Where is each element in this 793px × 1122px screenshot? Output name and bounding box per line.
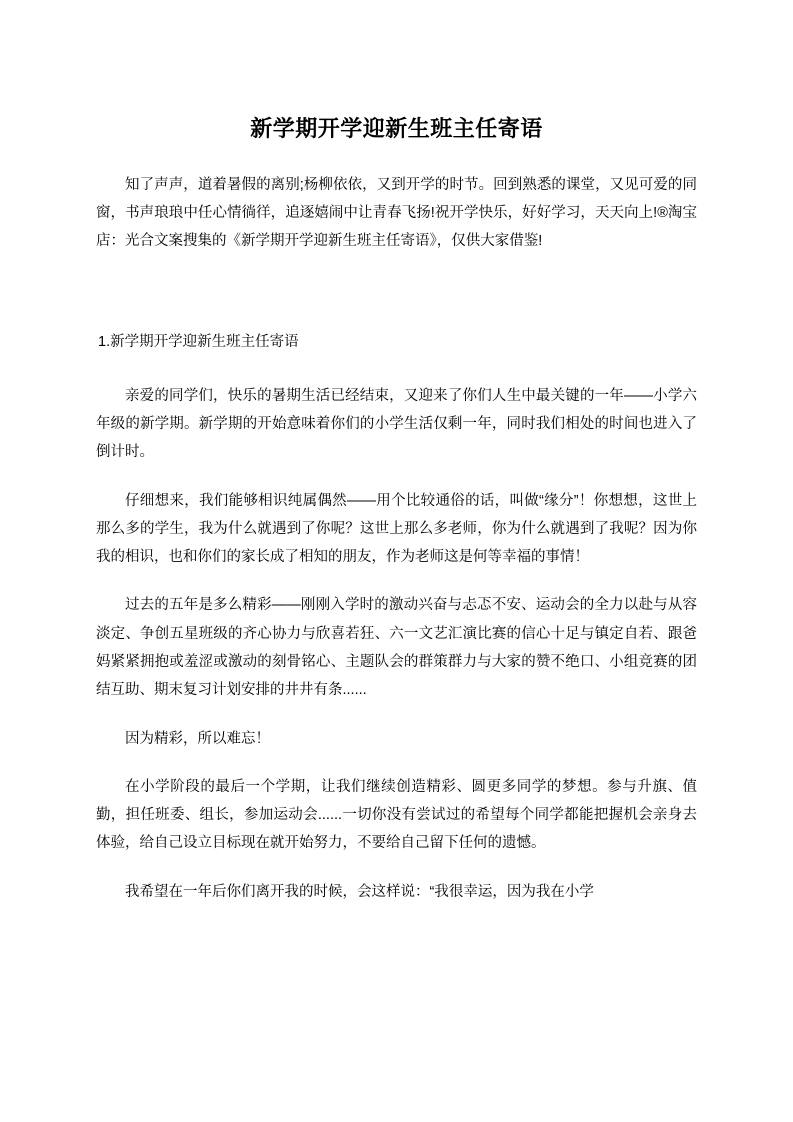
section-heading-1: 1.新学期开学迎新生班主任寄语 xyxy=(98,333,299,350)
paragraph-intro: 知了声声，道着暑假的离别;杨柳依依，又到开学的时节。回到熟悉的课堂，又见可爱的同窗，书声琅琅中任心情徜徉，追逐嬉闹中让青春飞扬!祝开学快乐，好好学习，天天向上!®淘宝店：光合文案搜集的《新学期开学迎新生班主任寄语》，仅供大家借鉴! xyxy=(96,176,697,250)
paragraph-6: 我希望在一年后你们离开我的时候，会这样说：“我很幸运，因为我在小学 xyxy=(125,883,594,900)
paragraph-1: 亲爱的同学们，快乐的暑期生活已经结束，又迎来了你们人生中最关键的一年——小学六年级的新学期。新学期的开始意味着你们的小学生活仅剩一年，同时我们相处的时间也进入了倒计时。 xyxy=(96,387,697,461)
paragraph-spacer xyxy=(96,276,697,298)
paragraph-3: 过去的五年是多么精彩——刚刚入学时的激动兴奋与忐忑不安、运动会的全力以赴与从容淡定、争创五星班级的齐心协力与欣喜若狂、六一文艺汇演比赛的信心十足与镇定自若、跟爸妈紧紧拥抱或羞涩或激动的刻骨铭心、主题队会的群策群力与大家的赞不绝口、小组竞赛的团结互助、期末复习计划安排的井井有条...... xyxy=(96,597,697,699)
paragraph-4: 因为精彩，所以难忘！ xyxy=(125,730,270,747)
page-title: 新学期开学迎新生班主任寄语 xyxy=(250,116,543,141)
paragraph-5: 在小学阶段的最后一个学期，让我们继续创造精彩、圆更多同学的梦想。参与升旗、值勤，担任班委、组长，参加运动会......一切你没有尝试过的希望每个同学都能把握机会亲身去体验，给自己设立目标现在就开始努力，不要给自己留下任何的遗憾。 xyxy=(96,778,697,852)
paragraph-2: 仔细想来，我们能够相识纯属偶然——用个比较通俗的话，叫做“缘分”！你想想，这世上那么多的学生，我为什么就遇到了你呢？这世上那么多老师，你为什么就遇到了我呢？因为你我的相识，也和你们的家长成了相知的朋友，作为老师这是何等幸福的事情！ xyxy=(96,492,697,566)
